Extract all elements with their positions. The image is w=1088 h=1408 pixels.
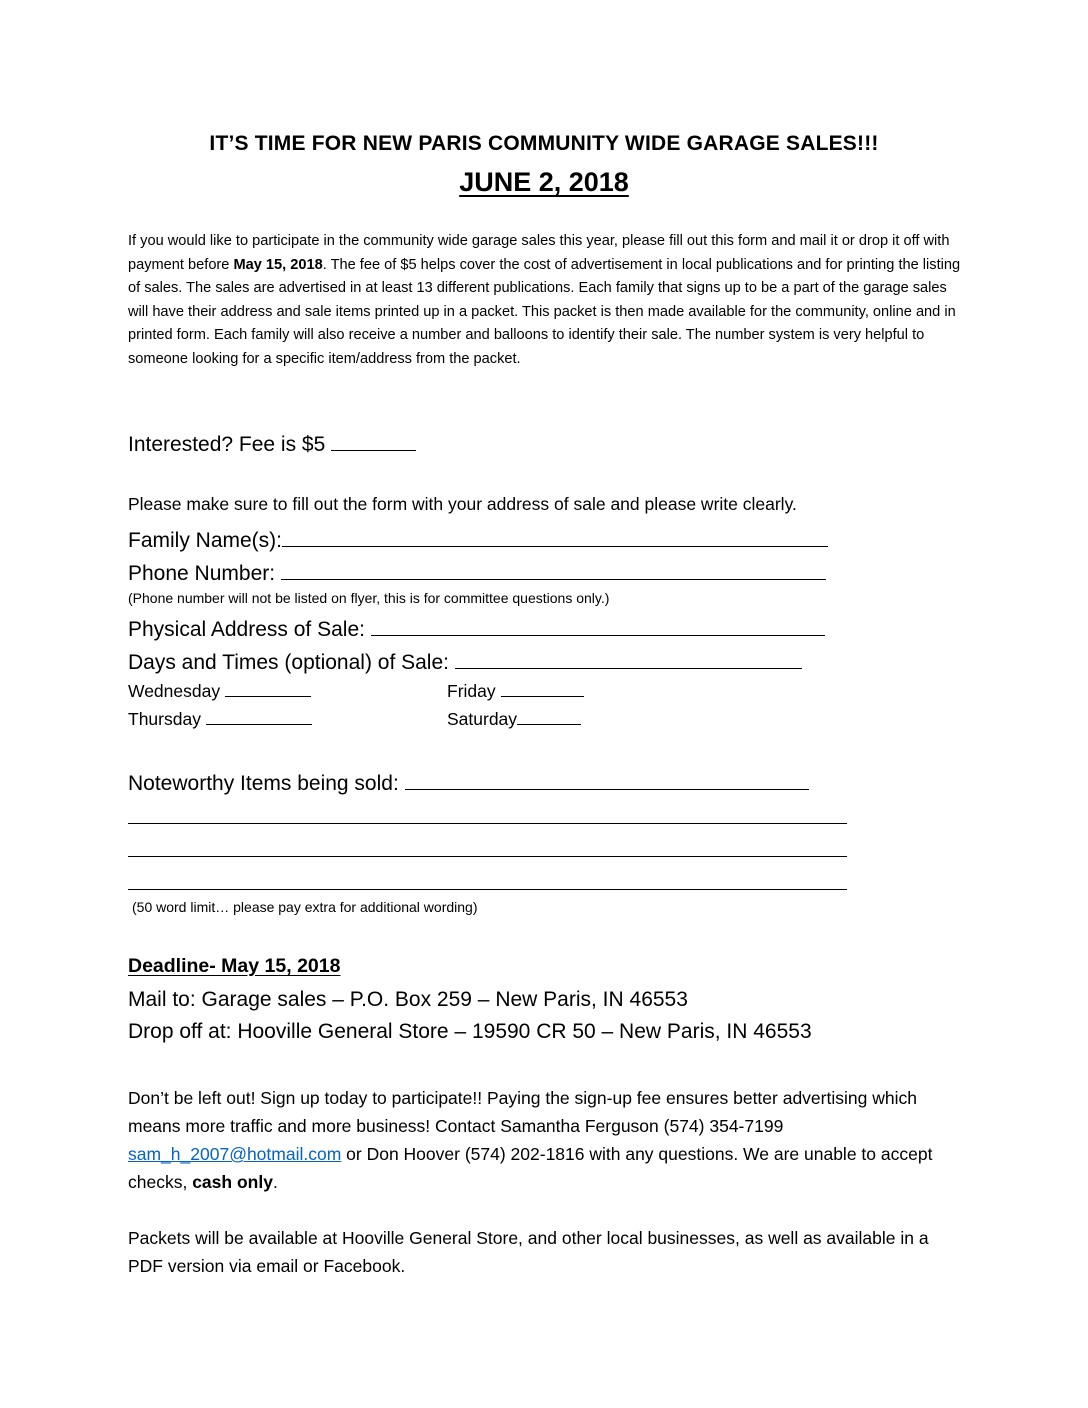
fee-row xyxy=(128,428,416,457)
thursday-field[interactable] xyxy=(206,706,312,725)
thursday-label: Thursday xyxy=(128,709,201,729)
items-line-2[interactable] xyxy=(128,856,847,857)
items-line-3[interactable] xyxy=(128,889,847,890)
wednesday-label: Wednesday xyxy=(128,681,221,701)
saturday-field[interactable] xyxy=(517,706,581,725)
phone-label: Phone Number: xyxy=(128,562,276,585)
event-date: JUNE 2, 2018 xyxy=(459,167,629,197)
friday-row xyxy=(447,678,584,702)
days-row xyxy=(128,646,802,675)
family-name-label: Family Name(s): xyxy=(128,529,283,552)
address-row xyxy=(128,613,825,642)
contact-paragraph xyxy=(128,1084,948,1196)
items-line-1[interactable] xyxy=(128,823,847,824)
saturday-label: Saturday xyxy=(447,709,518,729)
thursday-row xyxy=(128,706,312,730)
intro-text-2: . The fee of $5 helps cover the cost of advertisement in local publications and for printing the listing of sales. The sales are advertised in at least 13 different publications. Each family that signs up to be a part of the garage sales will have their address and sale items printed up in a packet. This packet is then made available for the community, online and in printed form. Each family will also receive a number and balloons to identify their sale. The number system is very helpful to someone looking for a specific item/address from the packet. xyxy=(128,256,961,367)
address-label: Physical Address of Sale: xyxy=(128,618,365,641)
family-name-field[interactable] xyxy=(282,524,828,547)
contact-text-2: or Don Hoover (574) 202-1816 with any questions. We are unable to accept checks, xyxy=(128,1144,933,1192)
drop-off-address: Drop off at: Hooville General Store – 19590 CR 50 – New Paris, IN 46553 xyxy=(128,1020,812,1043)
intro-paragraph xyxy=(128,230,964,371)
contact-text-1: Don’t be left out! Sign up today to participate!! Paying the sign-up fee ensures better advertising which means more traffic and more business! Contact Samantha Ferguson (574) 354-7199 xyxy=(128,1088,917,1136)
intro-text-1: If you would like to participate in the community wide garage sales this year, please fill out this form and mail it or drop it off with payment before xyxy=(128,233,950,273)
phone-field[interactable] xyxy=(281,557,826,580)
word-limit-note: (50 word limit… please pay extra for additional wording) xyxy=(132,899,478,915)
intro-deadline: May 15, 2018 xyxy=(233,256,323,273)
saturday-row xyxy=(447,706,581,730)
fee-blank[interactable] xyxy=(331,428,416,451)
mail-to-address: Mail to: Garage sales – P.O. Box 259 – New Paris, IN 46553 xyxy=(128,988,688,1011)
wednesday-row xyxy=(128,678,311,702)
form-instructions: Please make sure to fill out the form with your address of sale and please write clearly. xyxy=(128,494,797,514)
deadline-heading: Deadline- May 15, 2018 xyxy=(128,955,341,977)
friday-label: Friday xyxy=(447,681,496,701)
packets-paragraph: Packets will be available at Hooville General Store, and other local businesses, as well as available in a PDF version via email or Facebook. xyxy=(128,1228,929,1276)
days-label: Days and Times (optional) of Sale: xyxy=(128,651,449,674)
contact-text-3: . xyxy=(272,1172,278,1192)
items-field[interactable] xyxy=(405,767,809,790)
days-field[interactable] xyxy=(455,646,802,669)
address-field[interactable] xyxy=(371,613,825,636)
wednesday-field[interactable] xyxy=(225,678,311,697)
items-row xyxy=(128,767,809,796)
friday-field[interactable] xyxy=(501,678,584,697)
phone-note: (Phone number will not be listed on flyer, this is for committee questions only.) xyxy=(128,590,610,606)
cash-only-text: cash only xyxy=(192,1172,273,1192)
email-link[interactable]: sam_h_2007@hotmail.com xyxy=(128,1144,342,1164)
family-name-row xyxy=(128,524,828,553)
page-title: IT’S TIME FOR NEW PARIS COMMUNITY WIDE GARAGE SALES!!! xyxy=(209,132,879,155)
fee-label: Interested? Fee is $5 xyxy=(128,433,326,456)
phone-row xyxy=(128,557,826,586)
items-label: Noteworthy Items being sold: xyxy=(128,772,399,795)
